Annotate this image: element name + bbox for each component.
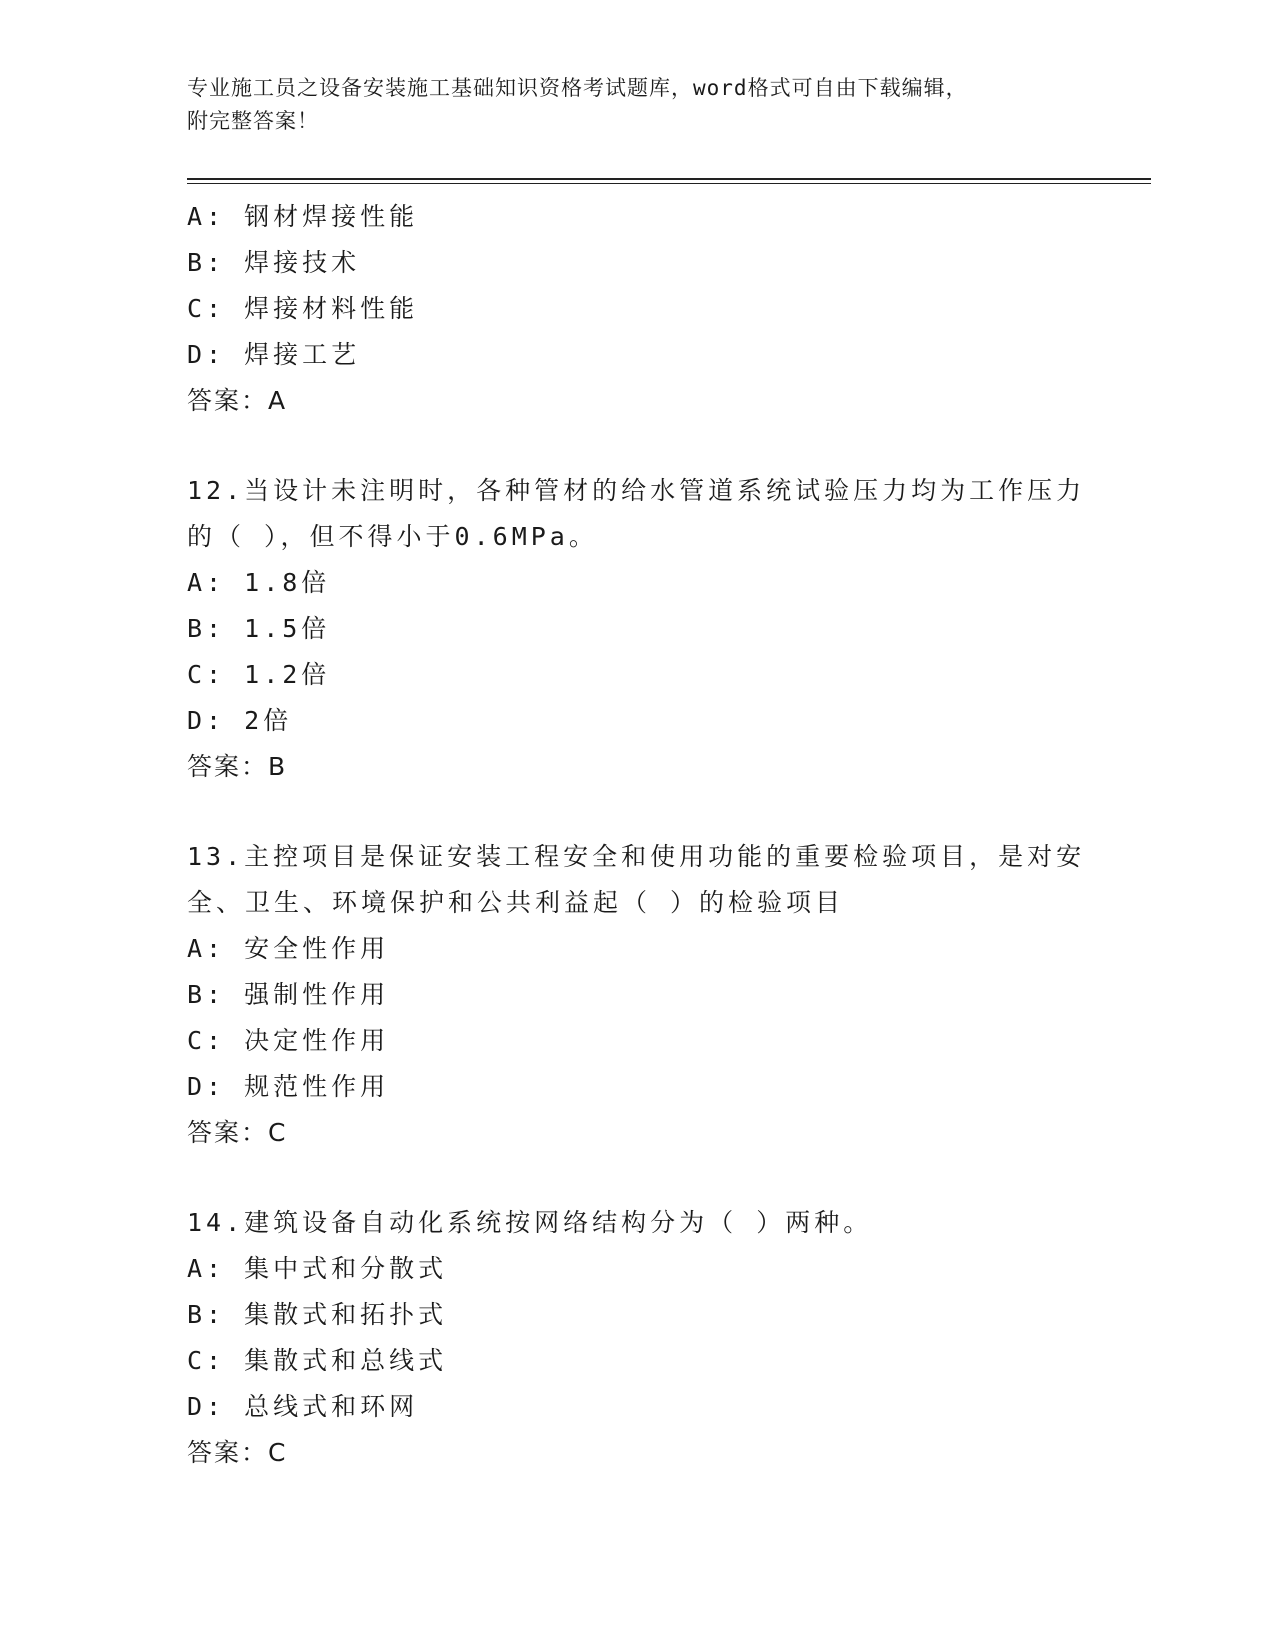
- option-c: C: 焊接材料性能: [187, 294, 419, 323]
- option-d: D: 焊接工艺: [187, 340, 361, 369]
- question-13: [187, 834, 1147, 1156]
- divider-thick: [187, 178, 1151, 180]
- answer: 答案：C: [187, 1118, 288, 1147]
- question-12: [187, 468, 1147, 790]
- question-text: [187, 834, 1087, 926]
- option-d: D: 总线式和环网: [187, 1392, 419, 1421]
- question-text: [187, 468, 1087, 560]
- question-text: [187, 1200, 1087, 1246]
- option-c: C: 集散式和总线式: [187, 1346, 448, 1375]
- option-c: C: 1.2倍: [187, 660, 331, 689]
- document-page: [187, 72, 1147, 1476]
- option-b: B: 强制性作用: [187, 980, 390, 1009]
- answer: 答案：A: [187, 386, 288, 415]
- answer: 答案：B: [187, 752, 288, 781]
- option-b: B: 1.5倍: [187, 614, 331, 643]
- question-line-1: 12.当设计未注明时，各种管材的给水管道系统试验压力均为工作压力: [187, 476, 1086, 505]
- divider-thin: [187, 183, 1151, 184]
- header-divider: [187, 178, 1151, 184]
- question-11-continuation: [187, 194, 1147, 424]
- option-a: A: 1.8倍: [187, 568, 331, 597]
- question-line-2: 的（ ），但不得小于0.6MPa。: [187, 522, 598, 551]
- document-header: [187, 72, 1087, 138]
- question-line-1: 13.主控项目是保证安装工程安全和使用功能的重要检验项目，是对安: [187, 842, 1086, 871]
- question-line-2: 全、卫生、环境保护和公共利益起（ ）的检验项目: [187, 888, 845, 917]
- option-a: A: 安全性作用: [187, 934, 390, 963]
- header-line-1: 专业施工员之设备安装施工基础知识资格考试题库，word格式可自由下载编辑，: [187, 76, 968, 100]
- option-c: C: 决定性作用: [187, 1026, 390, 1055]
- question-line-1: 14.建筑设备自动化系统按网络结构分为（ ）两种。: [187, 1208, 873, 1237]
- option-a: A: 钢材焊接性能: [187, 202, 419, 231]
- option-d: D: 2倍: [187, 706, 293, 735]
- option-d: D: 规范性作用: [187, 1072, 390, 1101]
- option-b: B: 焊接技术: [187, 248, 361, 277]
- header-line-2: 附完整答案！: [187, 109, 319, 133]
- question-14: [187, 1200, 1147, 1476]
- option-b: B: 集散式和拓扑式: [187, 1300, 448, 1329]
- answer: 答案：C: [187, 1438, 288, 1467]
- option-a: A: 集中式和分散式: [187, 1254, 448, 1283]
